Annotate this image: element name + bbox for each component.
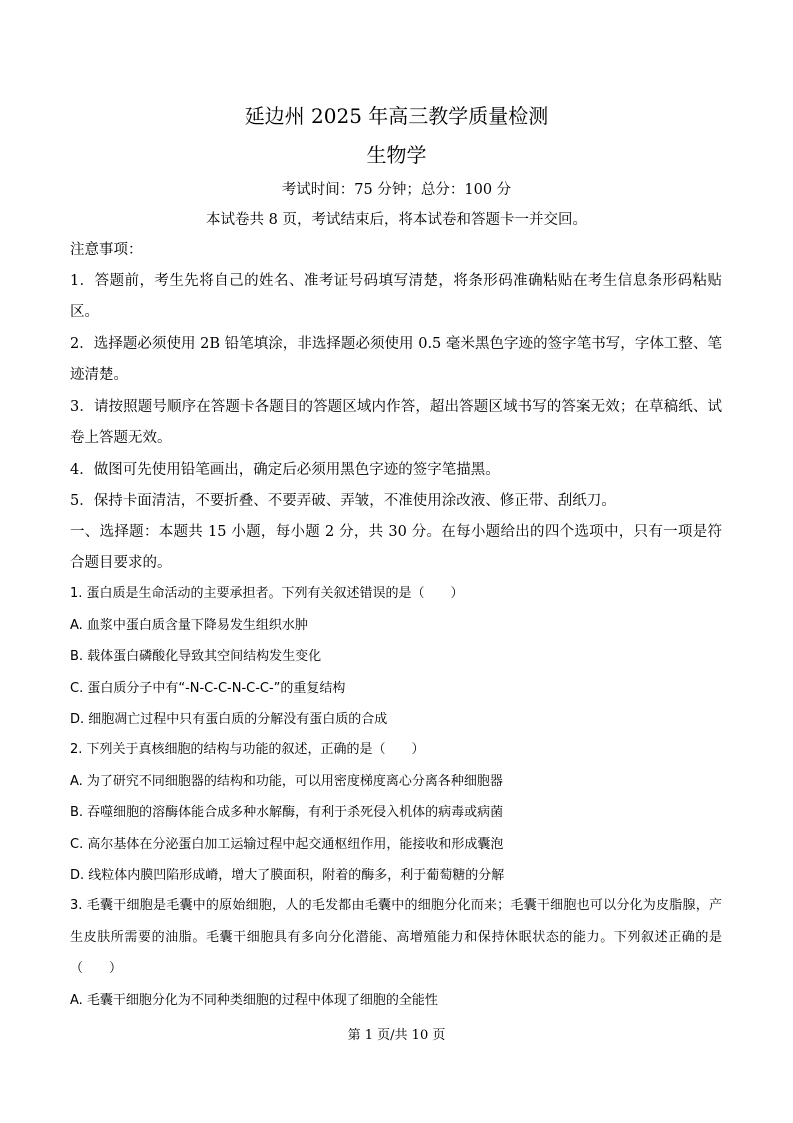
option-d: D. 线粒体内膜凹陷形成嵴，增大了膜面积，附着的酶多，利于葡萄糖的分解 bbox=[70, 868, 505, 883]
option-c: C. 蛋白质分子中有“-N-C-C-N-C-C-”的重复结构 bbox=[70, 680, 346, 696]
notice-item-1: 1．答题前，考生先将自己的姓名、准考证号码填写清楚，将条形码准确粘贴在考生信息条形码粘贴区。 bbox=[70, 273, 722, 320]
option-a: A. 毛囊干细胞分化为不同种类细胞的过程中体现了细胞的全能性 bbox=[70, 992, 438, 1008]
exam-title: 延边州 2025 年高三教学质量检测 bbox=[244, 104, 549, 128]
question-3 bbox=[70, 890, 722, 1016]
section-heading: 一、选择题：本题共 15 小题，每小题 2 分，共 30 分。在每小题给出的四个选项中，只有一项是符合题目要求的。 bbox=[70, 524, 722, 571]
option-d: D. 细胞凋亡过程中只有蛋白质的分解没有蛋白质的合成 bbox=[70, 712, 388, 727]
page-number: 第 1 页/共 10 页 bbox=[347, 1028, 446, 1043]
option-c: C. 高尔基体在分泌蛋白加工运输过程中起交通枢纽作用，能接收和形成囊泡 bbox=[70, 836, 504, 852]
notice-item-4: 4．做图可先使用铅笔画出，确定后必须用黑色字迹的签字笔描黑。 bbox=[70, 462, 500, 478]
notice-item-2: 2．选择题必须使用 2B 铅笔填涂，非选择题必须使用 0.5 毫米黑色字迹的签字笔书写，字体工整、笔迹清楚。 bbox=[70, 336, 722, 383]
option-a: A. 血浆中蛋白质含量下降易发生组织水肿 bbox=[70, 617, 308, 633]
exam-time-info: 考试时间：75 分钟；总分：100 分 bbox=[281, 182, 512, 198]
option-b: B. 吞噬细胞的溶酶体能合成多种水解酶，有利于杀死侵入机体的病毒或病菌 bbox=[70, 805, 504, 820]
question-1 bbox=[70, 578, 722, 736]
option-a: A. 为了研究不同细胞器的结构和功能，可以用密度梯度离心分离各种细胞器 bbox=[70, 773, 503, 789]
question-stem: 2. 下列关于真核细胞的结构与功能的叙述，正确的是（ ） bbox=[70, 742, 425, 757]
option-b: B. 载体蛋白磷酸化导致其空间结构发生变化 bbox=[70, 649, 322, 664]
subject-title: 生物学 bbox=[366, 143, 427, 167]
notice-heading: 注意事项： bbox=[70, 242, 143, 258]
notice-item-3: 3．请按照题号顺序在答题卡各题目的答题区域内作答，超出答题区域书写的答案无效；在草稿纸、试卷上答题无效。 bbox=[70, 399, 722, 446]
question-2 bbox=[70, 734, 722, 892]
question-stem: 1. 蛋白质是生命活动的主要承担者。下列有关叙述错误的是（ ） bbox=[70, 586, 464, 601]
exam-pages-info: 本试卷共 8 页，考试结束后，将本试卷和答题卡一并交回。 bbox=[206, 212, 587, 228]
notice-item-5: 5．保持卡面清洁，不要折叠、不要弄破、弄皱，不准使用涂改液、修正带、刮纸刀。 bbox=[70, 493, 616, 509]
question-stem: 3. 毛囊干细胞是毛囊中的原始细胞，人的毛发都由毛囊中的细胞分化而来；毛囊干细胞也可以分化为皮脂腺，产生皮肤所需要的油脂。毛囊干细胞具有多向分化潜能、高增殖能力和保持休眠状态的能力。下列叙述正确的是（ ） bbox=[70, 898, 722, 976]
